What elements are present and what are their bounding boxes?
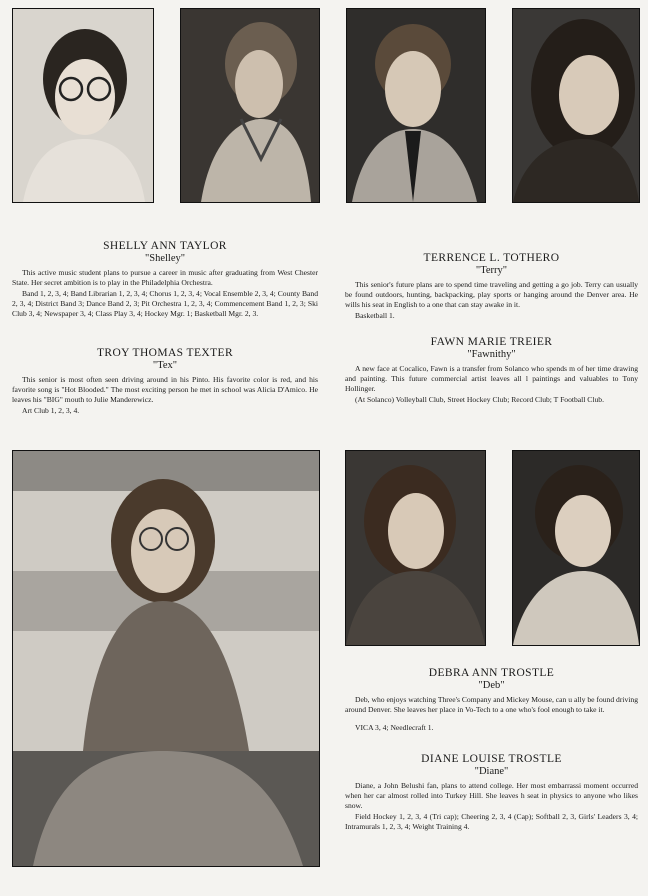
portrait-terrence-tothero — [346, 8, 486, 203]
student-nickname: "Diane" — [474, 766, 509, 777]
entry-diane-trostle — [345, 753, 638, 832]
portrait-diane-trostle — [512, 450, 640, 646]
student-activities: Band 1, 2, 3, 4; Band Librarian 1, 2, 3, 4; Chorus 1, 2, 3, 4; Vocal Ensemble 2, 3, 4; County Band 2, 3, 4; District Band 3; Dance Band 2, 3; Pit Orchestra 1, 2, 3, 4; Commencement Band 1, 2, 3; Ski Club 3, 4; Newspaper 3, 4; Class Play 3, 4; Hockey Mgr. 1; Basketball Mgr. 2, 3. — [12, 289, 318, 318]
portrait-debra-trostle — [345, 450, 486, 646]
student-name: FAWN MARIE TREIER — [430, 336, 553, 348]
student-bio: Deb, who enjoys watching Three's Company and Mickey Mouse, can u ally be found driving around Denver. She leaves her place in Vo-Tech to a one who's fool enough to take it. — [345, 695, 638, 714]
student-bio: Diane, a John Belushi fan, plans to attend college. Her most embarrassi moment occurred when her car almost rolled into Turkey Hill. She leaves h seat in physics to anyone who likes snow. — [345, 781, 638, 810]
student-nickname: "Deb" — [478, 680, 505, 691]
entry-shelly-taylor — [12, 240, 318, 319]
entry-terrence-tothero — [345, 252, 638, 321]
portrait-fawn-treier — [512, 8, 640, 203]
student-bio: A new face at Cocalico, Fawn is a transfer from Solanco who spends m of her time drawing and painting. This future commercial artist leaves all l paintings and valuables to Tony Hollinger. — [345, 364, 638, 393]
student-name: SHELLY ANN TAYLOR — [103, 240, 227, 252]
student-nickname: "Terry" — [475, 265, 508, 276]
student-nickname: "Tex" — [152, 360, 178, 371]
entry-debra-trostle — [345, 667, 638, 733]
portrait-shelly-taylor — [12, 8, 154, 203]
student-activities: (At Solanco) Volleyball Club, Street Hockey Club; Record Club; T Football Club. — [355, 395, 604, 404]
candid-photo-troy-texter — [12, 450, 320, 867]
student-bio: This active music student plans to pursue a career in music after graduating from West Chester State. Her secret ambition is to play in the Philadelphia Orchestra. — [12, 268, 318, 287]
student-activities: Field Hockey 1, 2, 3, 4 (Tri cap); Cheering 2, 3, 4 (Cap); Softball 2, 3, Girls' Leaders 3, 4; Intramurals 1, 2, 3, 4; Weight Training 4. — [345, 812, 638, 831]
student-activities: VICA 3, 4; Needlecraft 1. — [355, 723, 434, 732]
student-nickname: "Fawnithy" — [467, 349, 516, 360]
student-bio: This senior's future plans are to spend time traveling and getting a go job. Terry can usually be found outdoors, hunting, backpacking, play sports or hanging around the Denver area. He wills his seat in English to a one that can stay awake in it. — [345, 280, 638, 309]
student-bio: This senior is most often seen driving around in his Pinto. His favorite color is red, and his favorite song is "Hot Blooded." The most exciting person he met in school was Alicia D'Amico. He leaves his "BIG" mouth to Julie Manderewicz. — [12, 375, 318, 404]
portrait-troy-texter — [180, 8, 320, 203]
student-name: DEBRA ANN TROSTLE — [428, 667, 555, 679]
student-name: DIANE LOUISE TROSTLE — [421, 753, 562, 765]
student-nickname: "Shelley" — [144, 253, 186, 264]
student-name: TROY THOMAS TEXTER — [96, 347, 234, 359]
entry-troy-texter — [12, 347, 318, 416]
student-activities: Art Club 1, 2, 3, 4. — [22, 406, 80, 415]
entry-fawn-treier — [345, 336, 638, 405]
student-name: TERRENCE L. TOTHERO — [423, 252, 560, 264]
student-activities: Basketball 1. — [355, 311, 395, 320]
